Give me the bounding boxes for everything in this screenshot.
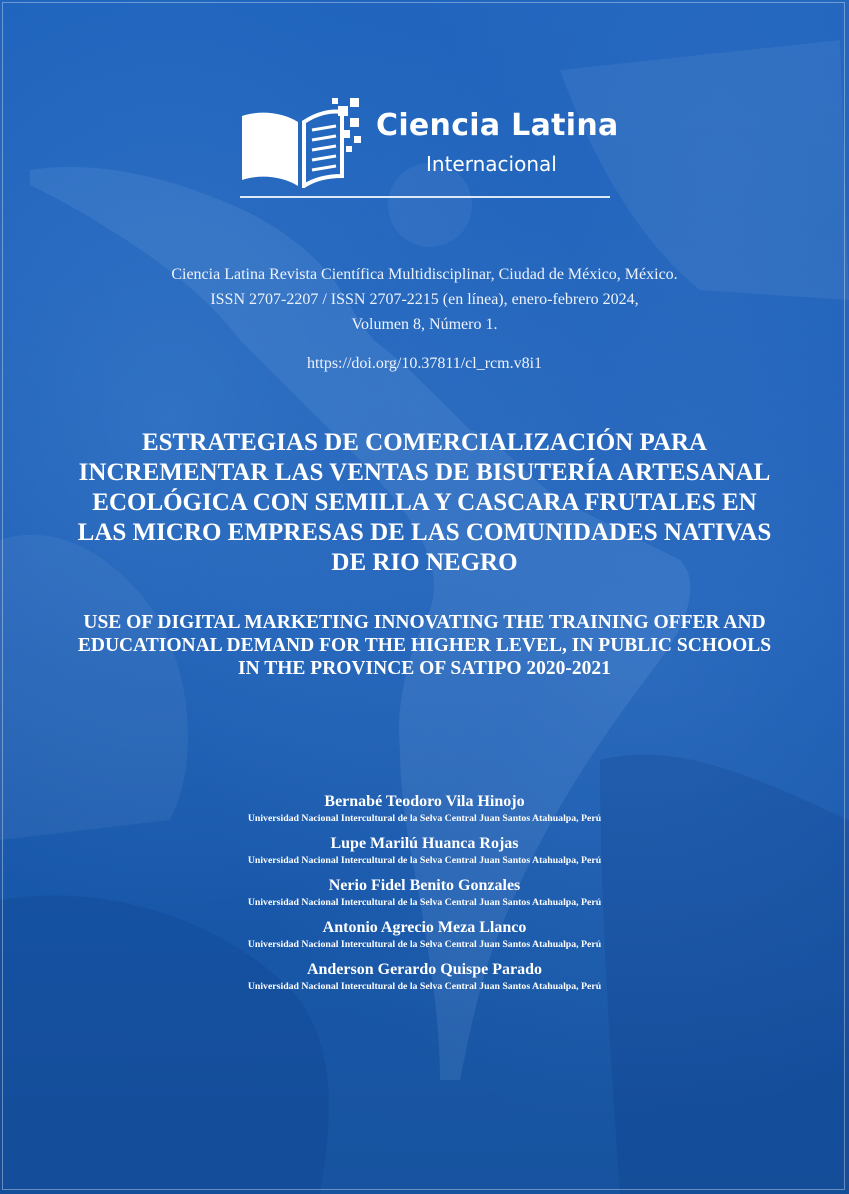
author-affiliation: Universidad Nacional Intercultural de la Selva Central Juan Santos Atahualpa, Perú: [247, 855, 602, 866]
author-name: Antonio Agrecio Meza Llanco: [322, 919, 527, 936]
author-entry: [70, 834, 779, 867]
author-affiliation: Universidad Nacional Intercultural de la Selva Central Juan Santos Atahualpa, Perú: [247, 813, 602, 824]
journal-logo: [238, 96, 618, 206]
author-entry: [70, 960, 779, 993]
volume-line: Volumen 8, Número 1.: [351, 316, 498, 333]
author-affiliation: Universidad Nacional Intercultural de la Selva Central Juan Santos Atahualpa, Perú: [247, 981, 602, 992]
author-affiliation: Universidad Nacional Intercultural de la Selva Central Juan Santos Atahualpa, Perú: [247, 939, 602, 950]
author-entry: [70, 918, 779, 951]
author-name: Lupe Marilú Huanca Rojas: [330, 835, 519, 852]
author-name: Anderson Gerardo Quispe Parado: [306, 961, 543, 978]
author-affiliation: Universidad Nacional Intercultural de la Selva Central Juan Santos Atahualpa, Perú: [247, 897, 602, 908]
title-english: USE OF DIGITAL MARKETING INNOVATING THE TRAINING OFFER AND EDUCATIONAL DEMAND FOR THE HIGHER LEVEL, IN PUBLIC SCHOOLS IN THE PROVINCE OF SATIPO 2020-2021: [77, 612, 772, 679]
author-entry: [70, 876, 779, 909]
issn-line: ISSN 2707-2207 / ISSN 2707-2215 (en línea), enero-febrero 2024,: [210, 291, 639, 308]
title-spanish: ESTRATEGIAS DE COMERCIALIZACIÓN PARA INCREMENTAR LAS VENTAS DE BISUTERÍA ARTESANAL ECOLÓGICA CON SEMILLA Y CASCARA FRUTALES EN LAS MICRO EMPRESAS DE LAS COMUNIDADES NATIVAS DE RIO NEGRO: [77, 429, 772, 576]
author-list: [70, 792, 779, 1002]
open-book-logo-icon: [238, 96, 368, 188]
journal-name-line: Ciencia Latina Revista Científica Multidisciplinar, Ciudad de México, México.: [171, 266, 678, 283]
author-name: Nerio Fidel Benito Gonzales: [328, 877, 521, 894]
logo-divider: [240, 196, 610, 198]
author-name: Bernabé Teodoro Vila Hinojo: [324, 793, 525, 810]
author-entry: [70, 792, 779, 825]
doi-link[interactable]: https://doi.org/10.37811/cl_rcm.v8i1: [306, 355, 543, 372]
brand-subtitle: Internacional: [426, 152, 557, 176]
brand-name: Ciencia Latina: [376, 108, 619, 143]
